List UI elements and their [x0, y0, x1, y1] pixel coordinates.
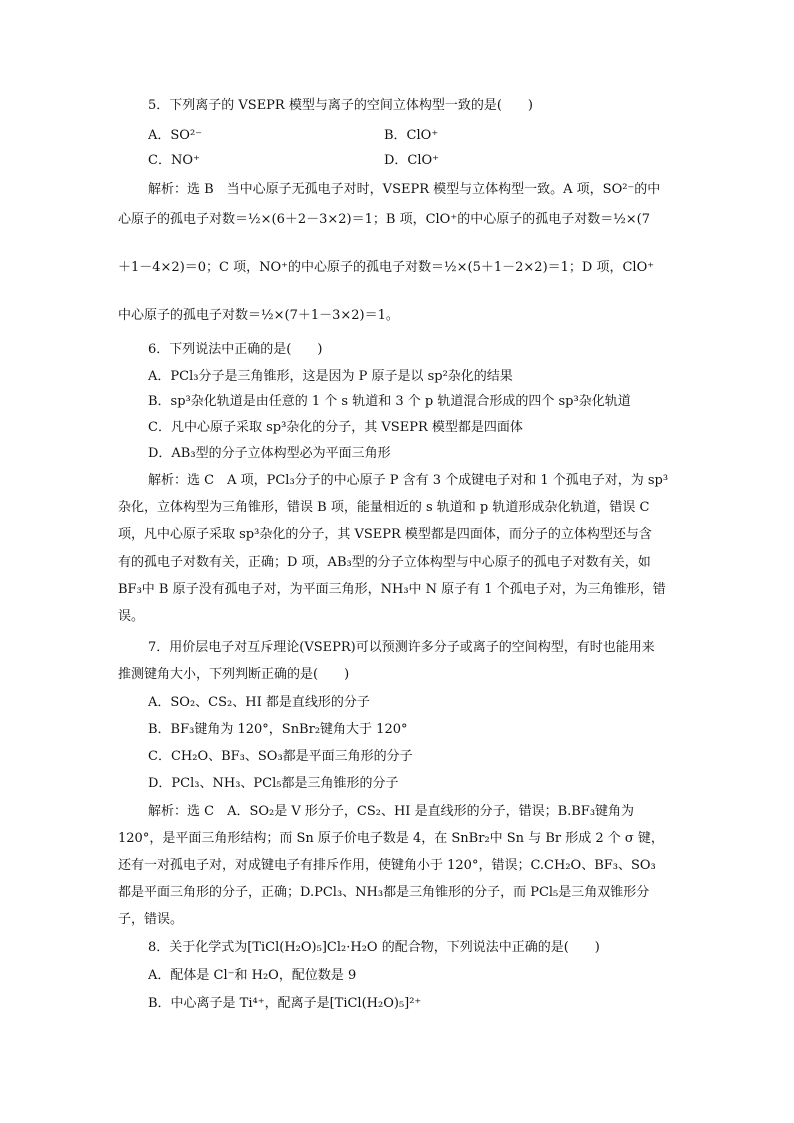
text-line: 6．下列说法中正确的是( )	[148, 342, 323, 357]
text-line: 杂化，立体构型为三角锥形，错误 B 项，能量相近的 s 轨道和 p 轨道形成杂化轨道，错误 C	[118, 500, 650, 515]
text-line: A．SO₂、CS₂、HI 都是直线形的分子	[148, 695, 370, 710]
text-line: BF₃中 B 原子没有孤电子对，为平面三角形，NH₃中 N 原子有 1 个孤电子对，为三角锥形，错	[118, 582, 666, 597]
text-line-option: B．ClO⁺	[384, 128, 439, 143]
text-line: 子，错误。	[118, 912, 184, 927]
text-line: 推测键角大小，下列判断正确的是( )	[118, 667, 350, 682]
text-line: D．PCl₃、NH₃、PCl₅都是三角锥形的分子	[148, 776, 399, 791]
text-line: 7．用价层电子对互斥理论(VSEPR)可以预测许多分子或离子的空间构型，有时也能用来	[148, 640, 655, 655]
text-line-option: D．ClO⁺	[384, 153, 440, 168]
text-line: 5．下列离子的 VSEPR 模型与离子的空间立体构型一致的是( )	[148, 98, 533, 113]
text-line: A．配体是 Cl⁻和 H₂O，配位数是 9	[148, 968, 357, 983]
text-line: 误。	[118, 609, 145, 624]
text-line: 心原子的孤电子对数＝½×(6＋2－3×2)＝1；B 项，ClO⁺的中心原子的孤电子对数＝½×(7	[118, 212, 651, 227]
text-line: 解析：选 B 当中心原子无孤电子对时，VSEPR 模型与立体构型一致。A 项，SO²⁻的中	[148, 182, 661, 197]
text-line: 都是平面三角形的分子，正确；D.PCl₃、NH₃都是三角锥形的分子，而 PCl₅是三角双锥形分	[118, 885, 650, 900]
text-line: C．CH₂O、BF₃、SO₃都是平面三角形的分子	[148, 749, 413, 764]
text-line: B．sp³杂化轨道是由任意的 1 个 s 轨道和 3 个 p 轨道混合形成的四个 sp³杂化轨道	[148, 394, 631, 409]
text-line: 中心原子的孤电子对数＝½×(7＋1－3×2)＝1。	[118, 308, 399, 323]
text-line: 120°，是平面三角形结构；而 Sn 原子价电子数是 4，在 SnBr₂中 Sn 与 Br 形成 2 个 σ 键，	[118, 831, 664, 846]
text-line: D．AB₃型的分子立体构型必为平面三角形	[148, 446, 391, 461]
text-line: C．凡中心原子采取 sp³杂化的分子，其 VSEPR 模型都是四面体	[148, 420, 523, 435]
text-line: A．PCl₃分子是三角锥形，这是因为 P 原子是以 sp²杂化的结果	[148, 369, 513, 384]
text-line: A．SO²⁻	[148, 128, 203, 143]
text-line: 8．关于化学式为[TiCl(H₂O)₅]Cl₂·H₂O 的配合物，下列说法中正确的是( )	[148, 940, 600, 955]
text-line: 还有一对孤电子对，对成键电子有排斥作用，使键角小于 120°，错误；C.CH₂O、BF₃、SO₃	[118, 858, 656, 873]
text-line: B．BF₃键角为 120°，SnBr₂键角大于 120°	[148, 722, 408, 737]
text-line: 有的孤电子对数有关，正确；D 项，AB₃型的分子立体构型与中心原子的孤电子对数有关，如	[118, 555, 651, 570]
text-line: C．NO⁺	[148, 153, 200, 168]
text-line: ＋1－4×2)＝0；C 项，NO⁺的中心原子的孤电子对数＝½×(5＋1－2×2)＝1；D 项，ClO⁺	[118, 260, 655, 275]
text-line: 解析：选 C A 项，PCl₃分子的中心原子 P 含有 3 个成键电子对和 1 个孤电子对，为 sp³	[148, 473, 669, 488]
text-line: 项，凡中心原子采取 sp³杂化的分子，其 VSEPR 模型都是四面体，而分子的立体构型还与含	[118, 527, 652, 542]
text-line: 解析：选 C A．SO₂是 V 形分子，CS₂、HI 是直线形的分子，错误；B.BF₃键角为	[148, 804, 635, 819]
text-line: B．中心离子是 Ti⁴⁺，配离子是[TiCl(H₂O)₅]²⁺	[148, 996, 422, 1011]
